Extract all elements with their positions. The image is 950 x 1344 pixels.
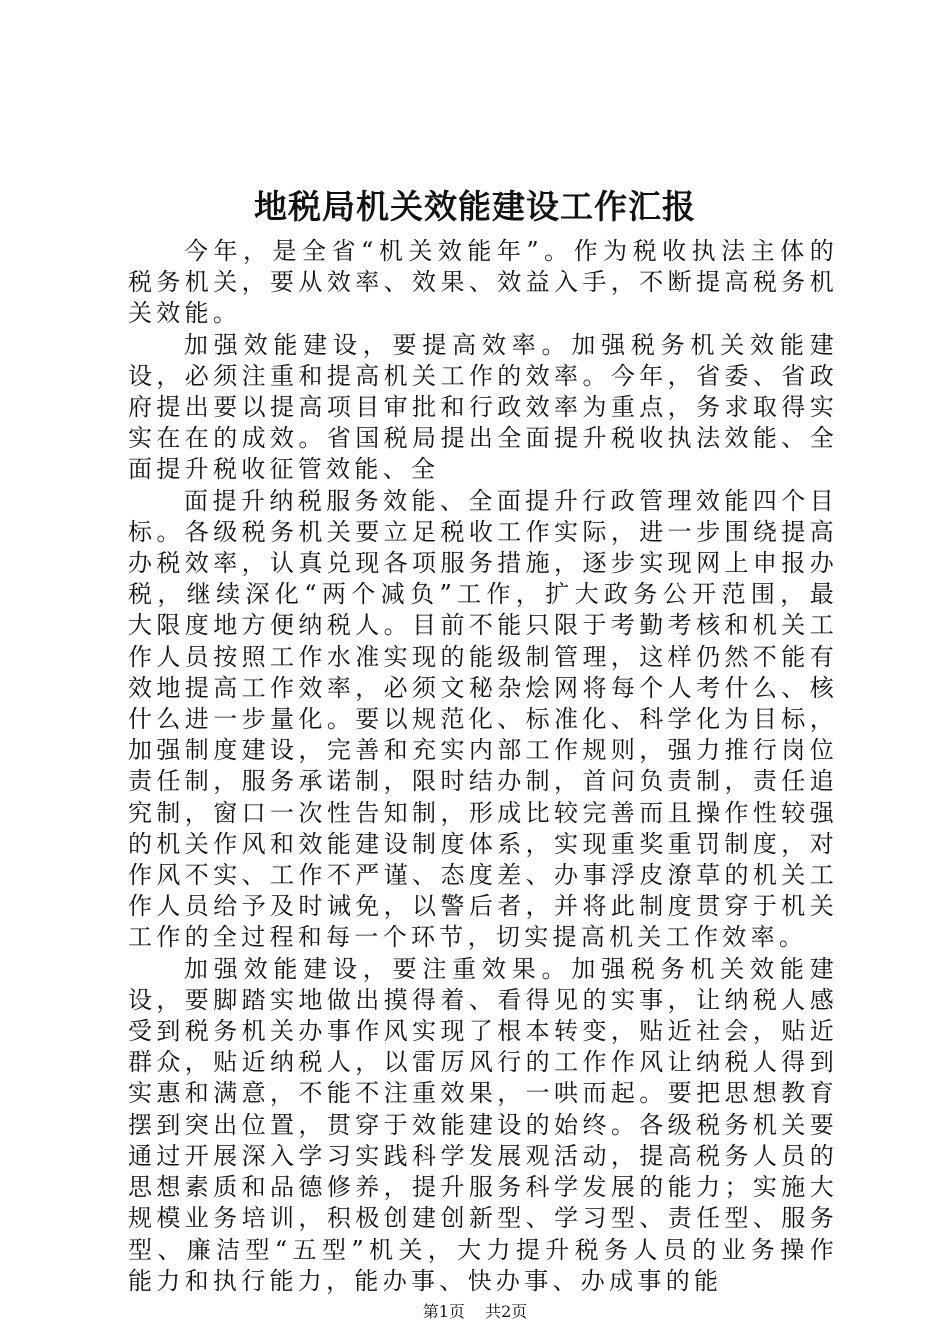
document-title: 地税局机关效能建设工作汇报 (254, 187, 696, 226)
paragraph-efficiency: 加强效能建设，要提高效率。加强税务机关效能建设，必须注重和提高机关工作的效率。今年，省委、省政府提出要以提高项目审批和行政效率为重点，务求取得实实在在的成效。省国税局提出全面提升税收执法效能、全面提升税收征管效能、全 (128, 330, 838, 484)
paragraph-efficiency-continued: 面提升纳税服务效能、全面提升行政管理效能四个目标。各级税务机关要立足税收工作实际，进一步围绕提高办税效率，认真兑现各项服务措施，逐步实现网上申报办税，继续深化“两个减负”工作，扩大政务公开范围，最大限度地方便纳税人。目前不能只限于考勤考核和机关工作人员按照工作水准实现的能级制管理，这样仍然不能有效地提高工作效率，必须文秘杂烩网将每个人考什么、核什么进一步量化。要以规范化、标准化、科学化为目标，加强制度建设，完善和充实内部工作规则，强力推行岗位责任制，服务承诺制，限时结办制，首问负责制，责任追究制，窗口一次性告知制，形成比较完善而且操作性较强的机关作风和效能建设制度体系，实现重奖重罚制度，对作风不实、工作不严谨、态度差、办事浮皮潦草的机关工作人员给予及时诫免，以警后者，并将此制度贯穿于机关工作的全过程和每一个环节，切实提高机关工作效率。 (128, 486, 838, 952)
document-body (128, 236, 838, 1297)
page-footer (0, 1302, 950, 1322)
page-number: 第1页 (422, 1302, 465, 1321)
paragraph-effect: 加强效能建设，要注重效果。加强税务机关效能建设，要脚踏实地做出摸得着、看得见的实事，让纳税人感受到税务机关办事作风实现了根本转变，贴近社会，贴近群众，贴近纳税人，以雷厉风行的工作作风让纳税人得到实惠和满意，不能不注重效果，一哄而起。要把思想教育摆到突出位置，贯穿于效能建设的始终。各级税务机关要通过开展深入学习实践科学发展观活动，提高税务人员的思想素质和品德修养，提升服务科学发展的能力；实施大规模业务培训，积极创建创新型、学习型、责任型、服务型、廉洁型“五型”机关，大力提升税务人员的业务操作能力和执行能力，能办事、快办事、办成事的能 (128, 954, 838, 1295)
paragraph-intro: 今年，是全省“机关效能年”。作为税收执法主体的税务机关，要从效率、效果、效益入手，不断提高税务机关效能。 (128, 237, 838, 328)
page-total: 共2页 (485, 1302, 528, 1321)
